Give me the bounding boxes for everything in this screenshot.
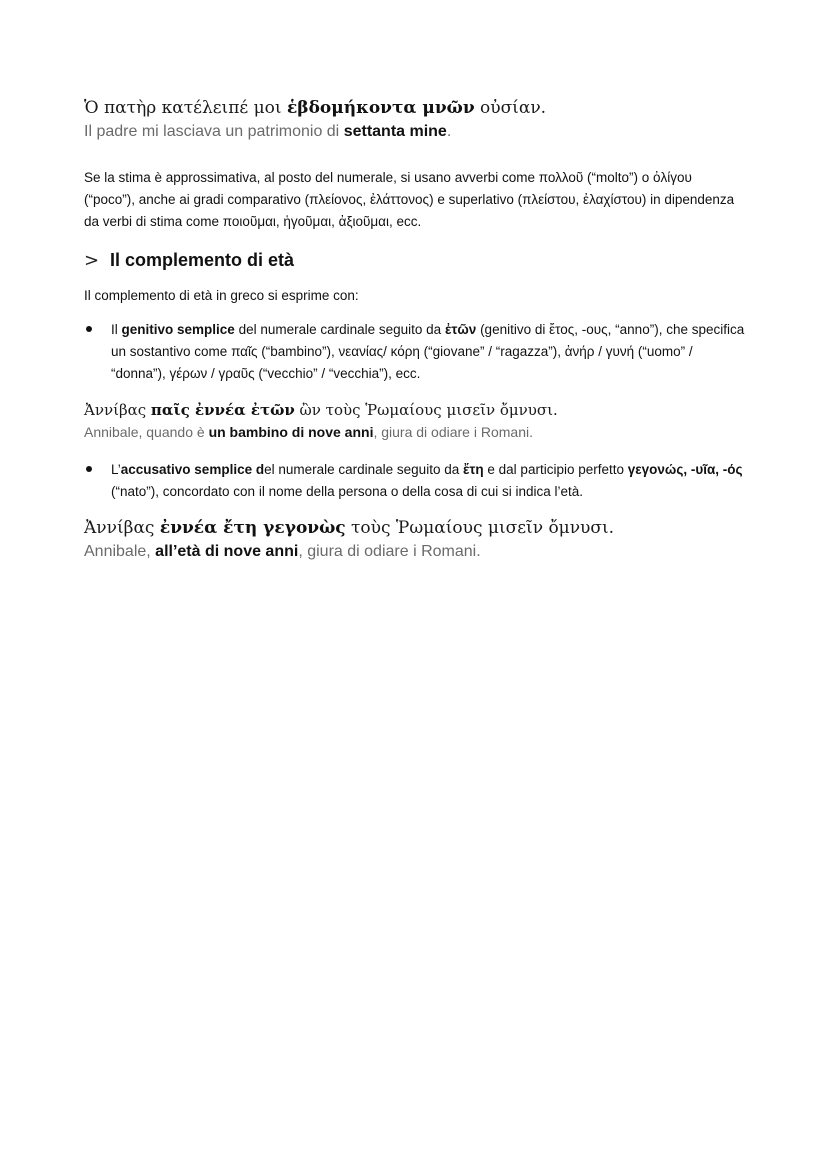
stima-paragraph — [84, 167, 744, 233]
section-title: Il complemento di età — [110, 249, 295, 270]
bold-text: ἐτῶν — [444, 322, 477, 337]
bold-text: ἔτη — [462, 462, 484, 477]
bold-text: un bambino di nove anni — [208, 424, 374, 440]
text-run: . — [446, 123, 452, 140]
bullet-genitivo — [86, 319, 748, 385]
text-run: , giura di odiare i Romani. — [373, 424, 533, 440]
example-1-greek — [84, 96, 764, 120]
example-2-translation — [84, 421, 764, 443]
text-run: , giura di odiare i Romani. — [298, 543, 481, 560]
chevron-right-icon: > — [84, 249, 100, 271]
text-run: del numerale cardinale seguito da — [234, 322, 445, 337]
bold-text: accusativo semplice d — [120, 462, 265, 477]
intro-text: Il complemento di età in greco si esprime con: — [84, 288, 359, 303]
bullet-accusativo-text — [111, 459, 747, 503]
bold-text: γεγονώς, -υῖα, -ός — [627, 462, 743, 477]
text-run: ὢν τοὺς Ῥωμαίους μισεῖν ὄμνυσι. — [294, 401, 558, 419]
text-run: οὐσίαν. — [474, 98, 547, 118]
text-run: τοὺς Ῥωμαίους μισεῖν ὄμνυσι. — [345, 518, 615, 538]
example-1 — [84, 96, 764, 144]
bullet-icon — [86, 459, 96, 469]
example-2-greek — [84, 399, 764, 421]
example-3 — [84, 516, 764, 564]
example-3-translation — [84, 540, 764, 564]
bold-text: παῖς ἐννέα ἐτῶν — [150, 401, 295, 419]
text-run: Ὁ πατὴρ κατέλειπέ μοι — [84, 98, 287, 118]
text-run: (genitivo di ἔτος, -ους, “anno”), che specifica un sostantivo come παῖς (“bambino”), νεανίας/ κόρη (“giovane” / “ragazza”), ἀνήρ / γυνή (“uomo” / “donna”), γέρων / γραῦς (“vecchio” / “vecchia”), ecc. — [111, 322, 745, 381]
bold-text: settanta mine — [343, 123, 447, 140]
text-run: Annibale, — [84, 543, 156, 560]
text-run: Ἀννίβας — [84, 518, 160, 538]
example-1-translation — [84, 120, 764, 144]
text-run: Ἀννίβας — [84, 401, 151, 419]
text-run: Il — [111, 322, 122, 337]
bold-text: genitivo semplice — [121, 322, 235, 337]
text-run: L’ — [111, 462, 121, 477]
bullet-icon — [86, 319, 96, 329]
text-run: Se la stima è approssimativa, al posto del numerale, si usano avverbi come πολλοῦ (“molto”) o ὀλίγου (“poco”), anche ai gradi comparativo (πλείονος, ἐλάττονος) e superlativo (πλείστου, ἐλαχίστου) in dipendenza da verbi di stima come ποιοῦμαι, ἡγοῦμαι, ἀξιοῦμαι, ecc. — [84, 170, 735, 229]
bullet-accusativo — [86, 459, 748, 503]
example-3-greek — [84, 516, 764, 540]
text-run: el numerale cardinale seguito da — [264, 462, 463, 477]
example-2 — [84, 399, 764, 443]
bold-text: ἐννέα ἔτη γεγονὼς — [159, 518, 346, 538]
text-run: e dal participio perfetto — [483, 462, 628, 477]
bold-text: all’età di nove anni — [155, 543, 299, 560]
bullet-genitivo-text — [111, 319, 747, 385]
bold-text: ἑβδομήκοντα μνῶν — [286, 98, 475, 118]
section-heading — [84, 248, 294, 272]
text-run: Annibale, quando è — [84, 424, 209, 440]
text-run: Il padre mi lasciava un patrimonio di — [84, 123, 344, 140]
text-run: (“nato”), concordato con il nome della persona o della cosa di cui si indica l’età. — [111, 484, 584, 499]
